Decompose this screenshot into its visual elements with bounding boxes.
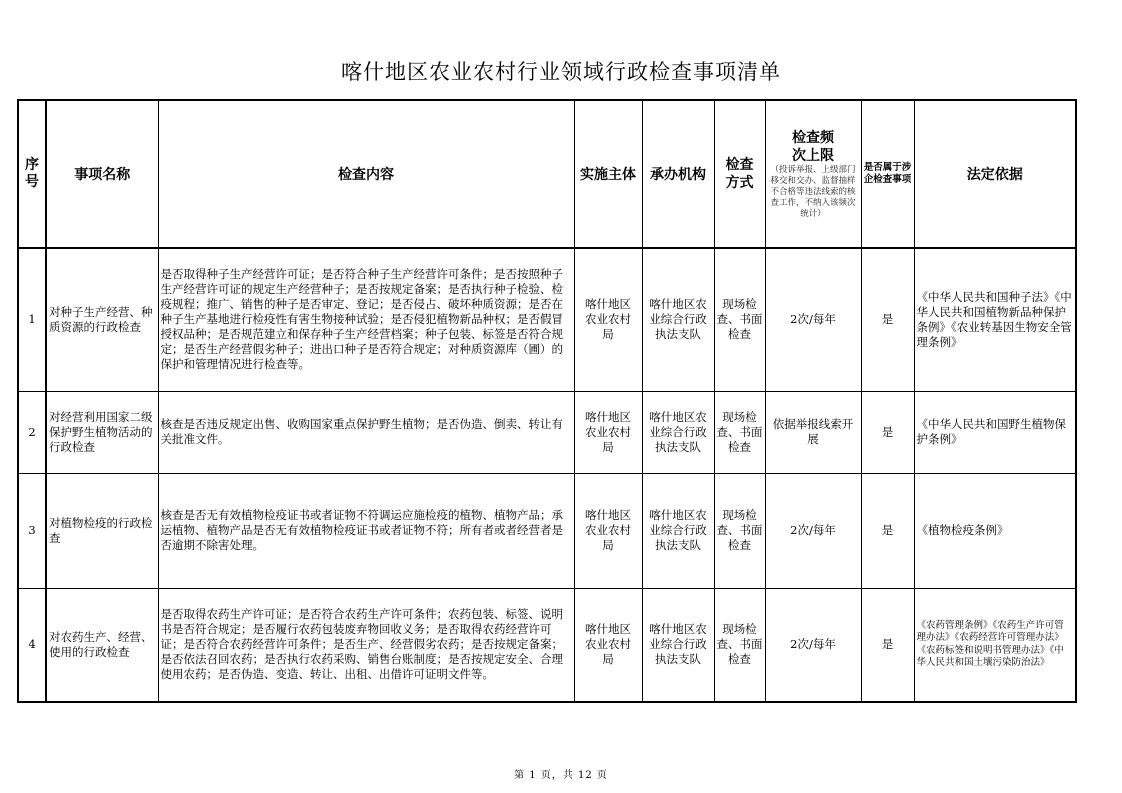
row-method: 现场检查、书面检查 xyxy=(714,391,765,473)
row-basis: 《中华人民共和国野生植物保护条例》 xyxy=(914,391,1076,473)
table-header-row xyxy=(18,100,1076,248)
row-subject: 喀什地区农业农村局 xyxy=(574,391,642,473)
header-frequency-note: （投诉举报、上级部门移交和交办、监督抽样不合格等违法线索的核查工作，不纳入该频次统计） xyxy=(770,164,856,219)
row-name: 对植物检疫的行政检查 xyxy=(46,473,158,588)
row-frequency: 2次/每年 xyxy=(765,588,861,702)
row-basis: 《中华人民共和国种子法》《中华人民共和国植物新品种保护条例》《农业转基因生物安全管理条例》 xyxy=(914,248,1076,391)
table-row xyxy=(18,248,1076,391)
row-no: 3 xyxy=(18,473,46,588)
inspection-items-table xyxy=(17,99,1077,703)
table-row xyxy=(18,391,1076,473)
row-agency: 喀什地区农业综合行政执法支队 xyxy=(642,248,714,391)
row-no: 2 xyxy=(18,391,46,473)
row-name: 对经营利用国家二级保护野生植物活动的行政检查 xyxy=(46,391,158,473)
row-frequency: 依据举报线索开展 xyxy=(765,391,861,473)
header-name: 事项名称 xyxy=(46,100,158,248)
row-subject: 喀什地区农业农村局 xyxy=(574,473,642,588)
row-content: 核查是否无有效植物检疫证书或者证物不符调运应施检疫的植物、植物产品；承运植物、植物产品是否无有效植物检疫证书或者证物不符；所有者或者经营者是否逾期不除害处理。 xyxy=(158,473,574,588)
row-subject: 喀什地区农业农村局 xyxy=(574,248,642,391)
row-no: 1 xyxy=(18,248,46,391)
row-method: 现场检查、书面检查 xyxy=(714,588,765,702)
row-agency: 喀什地区农业综合行政执法支队 xyxy=(642,391,714,473)
row-name: 对种子生产经营、种质资源的行政检查 xyxy=(46,248,158,391)
row-content: 核查是否违反规定出售、收购国家重点保护野生植物；是否伪造、倒卖、转让有关批准文件。 xyxy=(158,391,574,473)
row-basis: 《植物检疫条例》 xyxy=(914,473,1076,588)
header-content: 检查内容 xyxy=(158,100,574,248)
table-row xyxy=(18,473,1076,588)
header-enterprise: 是否属于涉企检查事项 xyxy=(861,100,914,248)
header-method: 检查方式 xyxy=(714,100,765,248)
row-name: 对农药生产、经营、使用的行政检查 xyxy=(46,588,158,702)
header-frequency xyxy=(765,100,861,248)
row-subject: 喀什地区农业农村局 xyxy=(574,588,642,702)
header-no: 序号 xyxy=(18,100,46,248)
header-frequency-title: 检查频次上限 xyxy=(792,129,834,164)
header-agency: 承办机构 xyxy=(642,100,714,248)
page-footer: 第 1 页，共 12 页 xyxy=(514,770,608,781)
row-frequency: 2次/每年 xyxy=(765,473,861,588)
row-enterprise: 是 xyxy=(861,391,914,473)
row-enterprise: 是 xyxy=(861,588,914,702)
row-basis: 《农药管理条例》《农药生产许可管理办法》《农药经营许可管理办法》《农药标签和说明书管理办法》《中华人民共和国土壤污染防治法》 xyxy=(914,588,1076,702)
row-frequency: 2次/每年 xyxy=(765,248,861,391)
header-basis: 法定依据 xyxy=(914,100,1076,248)
row-no: 4 xyxy=(18,588,46,702)
row-content: 是否取得农药生产许可证；是否符合农药生产许可条件；农药包装、标签、说明书是否符合规定；是否履行农药包装废弃物回收义务；是否取得农药经营许可证；是否符合农药经营许可条件；是否生产、经营假劣农药；是否按规定备案；是否依法召回农药；是否执行农药采购、销售台账制度；是否按规定安全、合理使用农药；是否伪造、变造、转让、出租、出借许可证明文件等。 xyxy=(158,588,574,702)
page-title: 喀什地区农业农村行业领域行政检查事项清单 xyxy=(341,60,781,84)
header-subject: 实施主体 xyxy=(574,100,642,248)
row-enterprise: 是 xyxy=(861,248,914,391)
row-agency: 喀什地区农业综合行政执法支队 xyxy=(642,473,714,588)
row-method: 现场检查、书面检查 xyxy=(714,473,765,588)
row-method: 现场检查、书面检查 xyxy=(714,248,765,391)
row-agency: 喀什地区农业综合行政执法支队 xyxy=(642,588,714,702)
row-content: 是否取得种子生产经营许可证；是否符合种子生产经营许可条件；是否按照种子生产经营许可证的规定生产经营种子；是否按规定备案；是否执行种子检验、检疫规程；推广、销售的种子是否审定、登记；是否侵占、破坏种质资源；是否在种子生产基地进行检疫性有害生物接种试验；是否侵犯植物新品种权；是否假冒授权品种；是否规范建立和保存种子生产经营档案；种子包装、标签是否符合规定；是否生产经营假劣种子；进出口种子是否符合规定；对种质资源库（圃）的保护和管理情况进行检查等。 xyxy=(158,248,574,391)
row-enterprise: 是 xyxy=(861,473,914,588)
table-row xyxy=(18,588,1076,702)
